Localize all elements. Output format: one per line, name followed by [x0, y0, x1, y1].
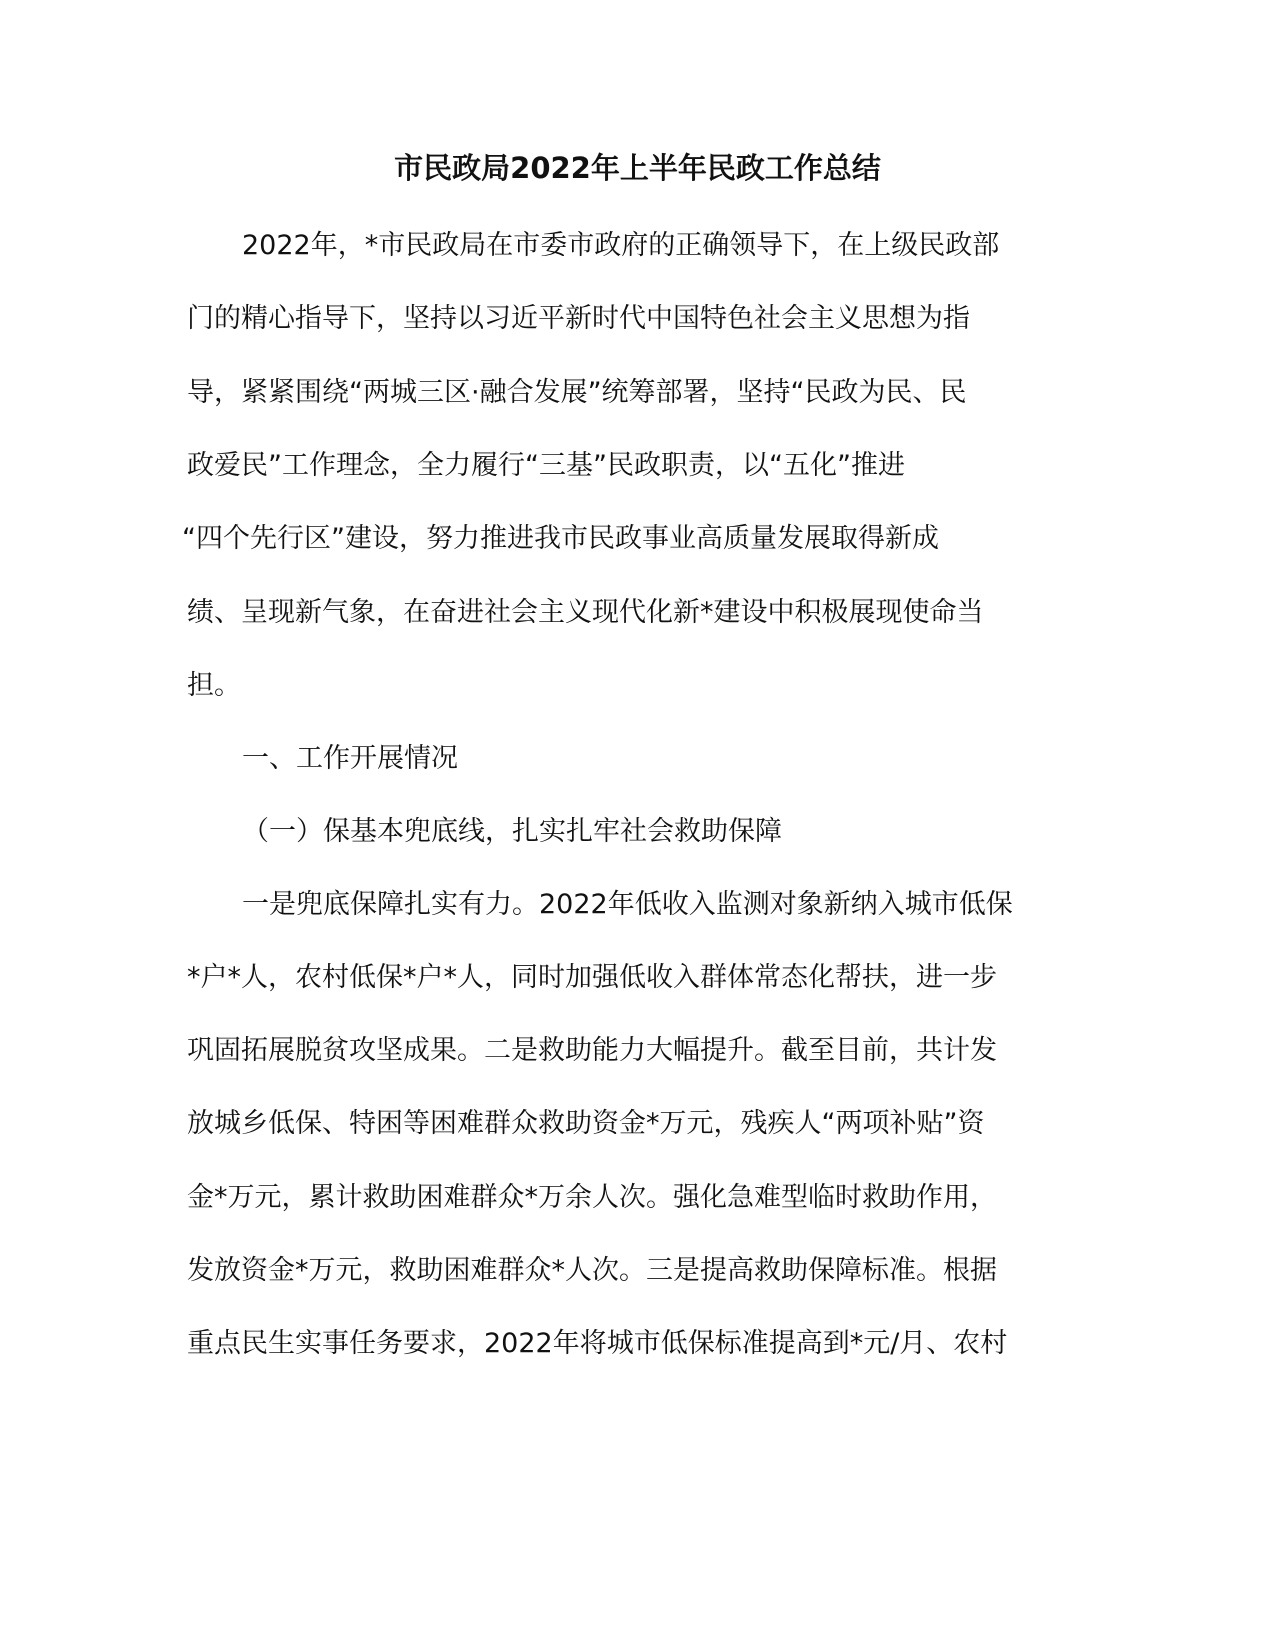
paragraph-line: 一是兜底保障扎实有力。2022年低收入监测对象新纳入城市低保 — [242, 889, 1013, 920]
section-heading: 一、工作开展情况 — [242, 743, 458, 774]
paragraph-line: 担。 — [187, 670, 241, 701]
subsection-heading: （一）保基本兜底线，扎实扎牢社会救助保障 — [242, 816, 782, 847]
paragraph-line: “四个先行区”建设，努力推进我市民政事业高质量发展取得新成 — [182, 523, 939, 554]
paragraph-line: 2022年，*市民政局在市委市政府的正确领导下，在上级民政部 — [242, 230, 1000, 261]
document-title: 市民政局2022年上半年民政工作总结 — [394, 151, 881, 185]
paragraph-line: 巩固拓展脱贫攻坚成果。二是救助能力大幅提升。截至目前，共计发 — [187, 1035, 997, 1066]
paragraph-line: 发放资金*万元，救助困难群众*人次。三是提高救助保障标准。根据 — [187, 1255, 997, 1286]
paragraph-line: 门的精心指导下，坚持以习近平新时代中国特色社会主义思想为指 — [187, 303, 970, 334]
paragraph-line: 重点民生实事任务要求，2022年将城市低保标准提高到*元/月、农村 — [187, 1328, 1008, 1359]
paragraph-line: 放城乡低保、特困等困难群众救助资金*万元，残疾人“两项补贴”资 — [187, 1108, 985, 1139]
paragraph-line: 政爱民”工作理念，全力履行“三基”民政职责，以“五化”推进 — [187, 450, 905, 481]
paragraph-line: 导，紧紧围绕“两城三区·融合发展”统筹部署，坚持“民政为民、民 — [187, 377, 967, 408]
paragraph-line: 绩、呈现新气象，在奋进社会主义现代化新*建设中积极展现使命当 — [187, 597, 984, 628]
paragraph-line: 金*万元，累计救助困难群众*万余人次。强化急难型临时救助作用， — [187, 1182, 997, 1213]
paragraph-line: *户*人，农村低保*户*人，同时加强低收入群体常态化帮扶，进一步 — [187, 962, 997, 993]
